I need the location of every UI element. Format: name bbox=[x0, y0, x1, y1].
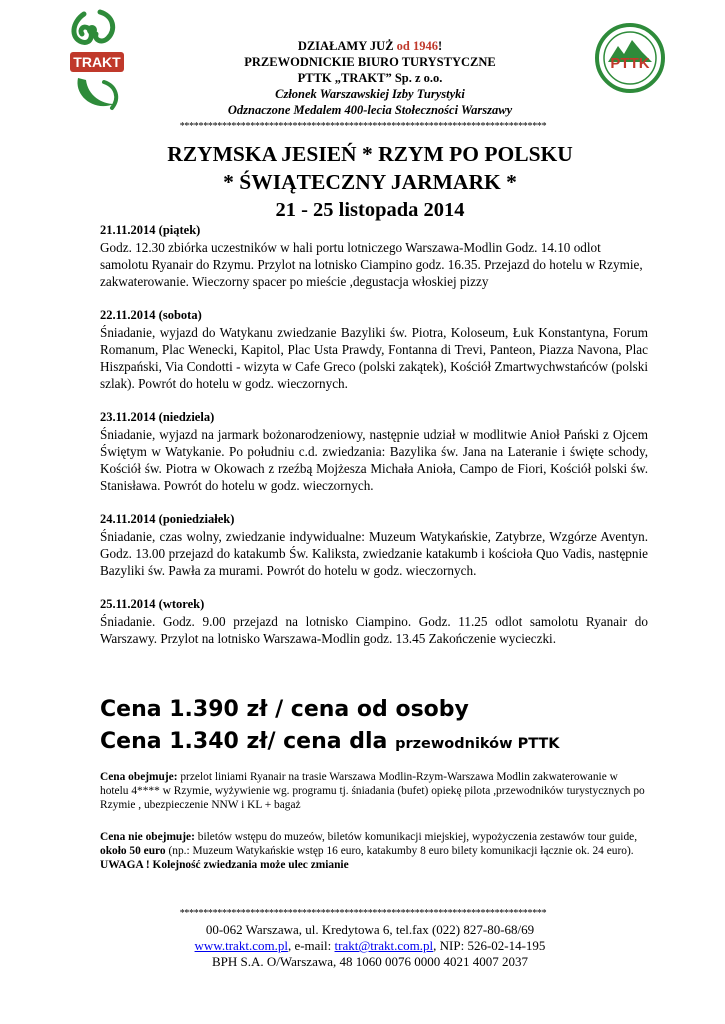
order-warning: UWAGA ! Kolejność zwiedzania może ulec zmianie bbox=[100, 859, 349, 871]
pttk-logo-text: PTTK bbox=[610, 55, 650, 72]
day-item bbox=[100, 596, 648, 647]
day-date: 24.11.2014 (poniedziałek) bbox=[100, 512, 235, 526]
day-item bbox=[100, 307, 648, 392]
price-block bbox=[100, 694, 660, 760]
itinerary bbox=[100, 222, 648, 664]
price-excludes: Cena nie obejmuje: biletów wstępu do muzeów, biletów komunikacji miejskiej, wypożyczenia zestawów tour guide, około 50 euro (np.: Muzeum Watykańskie wstęp 16 euro, katakumby 8 euro bilety komunikacji łącznie ok. 24 euro). UWAGA ! Kolejność zwiedzania może ulec zmianie bbox=[100, 831, 638, 871]
header-line-4: Członek Warszawskiej Izby Turystyki bbox=[275, 87, 465, 101]
day-date: 23.11.2014 (niedziela) bbox=[100, 410, 215, 424]
excludes-estimate: około 50 euro bbox=[100, 845, 166, 857]
excludes-label: Cena nie obejmuje: bbox=[100, 831, 195, 843]
day-item bbox=[100, 511, 648, 579]
footer-address: 00-062 Warszawa, ul. Kredytowa 6, tel.fax (022) 827-80-68/69 bbox=[205, 922, 535, 937]
day-item bbox=[100, 222, 648, 290]
website-link[interactable]: www.trakt.com.pl bbox=[194, 938, 288, 953]
day-item bbox=[100, 409, 648, 494]
header-line-1: DZIAŁAMY JUŻ od 1946! bbox=[297, 39, 443, 53]
email-link[interactable]: trakt@trakt.com.pl bbox=[334, 938, 434, 953]
footer bbox=[100, 922, 640, 970]
price-guides: Cena 1.340 zł/ cena dla przewodników PTTK bbox=[100, 729, 560, 754]
footer-bank: BPH S.A. O/Warszawa, 48 1060 0076 0000 4021 4007 2037 bbox=[212, 954, 528, 969]
price-includes bbox=[100, 770, 648, 812]
trakt-logo-text: TRAKT bbox=[73, 54, 121, 70]
includes-text: przelot liniami Ryanair na trasie Warszawa Modlin-Rzym-Warszawa Modlin zakwaterowanie w hotelu 4**** w Rzymie, wyżywienie wg. programu tj. śniadania (bufet) opiekę pilota ,przewodników turystycznych po Rzymie , ubezpieczenie NNW i KL + bagaż bbox=[100, 771, 645, 811]
day-description: Śniadanie. Godz. 9.00 przejazd na lotnisko Ciampino. Godz. 11.25 odlot samolotu Ryanair do Warszawy. Przylot na lotnisko Warszawa-Modlin godz. 13.45 Zakończenie wycieczki. bbox=[100, 614, 648, 646]
day-description: Śniadanie, wyjazd do Watykanu zwiedzanie Bazyliki św. Piotra, Koloseum, Łuk Konstantyna, Forum Romanum, Plac Wenecki, Kapitol, Plac Usta Prawdy, Fontanna di Trevi, Panteon, Piazza Navona, Plac Hiszpański, Via Condotti - wizyta w Cafe Greco (polski zakątek), Kościół Zmartwychwstańców (polski szlak). Powrót do hotelu w godz. wieczornych. bbox=[100, 325, 648, 391]
header-line-3: PTTK „TRAKT” Sp. z o.o. bbox=[297, 71, 443, 85]
day-description: Godz. 12.30 zbiórka uczestników w hali portu lotniczego Warszawa-Modlin Godz. 14.10 odlot samolotu Ryanair do Rzymu. Przylot na lotnisko Ciampino godz. 16.35. Przejazd do hotelu w Rzymie, zakwaterowanie. Wieczorny spacer po mieście ,degustacja włoskiej pizzy bbox=[100, 240, 643, 289]
header-line-2: PRZEWODNICKIE BIURO TURYSTYCZNE bbox=[244, 55, 496, 69]
trip-title-line-2: * ŚWIĄTECZNY JARMARK * bbox=[223, 170, 517, 194]
header-divider: ****************************************************************************** bbox=[179, 121, 547, 132]
day-date: 21.11.2014 (piątek) bbox=[100, 223, 201, 237]
trip-title-line-1: RZYMSKA JESIEŃ * RZYM PO POLSKU bbox=[167, 142, 573, 166]
day-date: 22.11.2014 (sobota) bbox=[100, 308, 202, 322]
header-line-5: Odznaczone Medalem 400-lecia Stołeczności Warszawy bbox=[227, 103, 513, 117]
footer-divider: ****************************************************************************** bbox=[179, 908, 547, 919]
company-header bbox=[120, 38, 620, 118]
day-date: 25.11.2014 (wtorek) bbox=[100, 597, 205, 611]
includes-label: Cena obejmuje: bbox=[100, 771, 178, 783]
day-description: Śniadanie, wyjazd na jarmark bożonarodzeniowy, następnie udział w modlitwie Anioł Pański z Ojcem Świętym w Watykanie. Po południu c.d. zwiedzania: Bazylika św. Jana na Lateranie i święte schody, Kościół św. Piotra w Okowach z rzeźbą Mojżesza Michała Anioła, Campo de Fiori, Kościół polski św. Stanisława. Powrót do hotelu w godz. wieczornych. bbox=[100, 427, 648, 493]
day-description: Śniadanie, czas wolny, zwiedzanie indywidualne: Muzeum Watykańskie, Zatybrze, Wzgórze Aventyn. Godz. 13.00 przejazd do katakumb Św. Kaliksta, zwiedzanie katakumb i kościoła Quo Vadis, następnie Bazyliki św. Pawła za murami. Powrót do hotelu w godz. wieczornych. bbox=[100, 529, 648, 578]
founding-year: od 1946 bbox=[396, 39, 438, 53]
footer-contact: www.trakt.com.pl, e-mail: trakt@trakt.com.pl, NIP: 526-02-14-195 bbox=[194, 938, 546, 953]
trip-dates: 21 - 25 listopada 2014 bbox=[275, 199, 465, 221]
price-regular: Cena 1.390 zł / cena od osoby bbox=[100, 697, 469, 722]
